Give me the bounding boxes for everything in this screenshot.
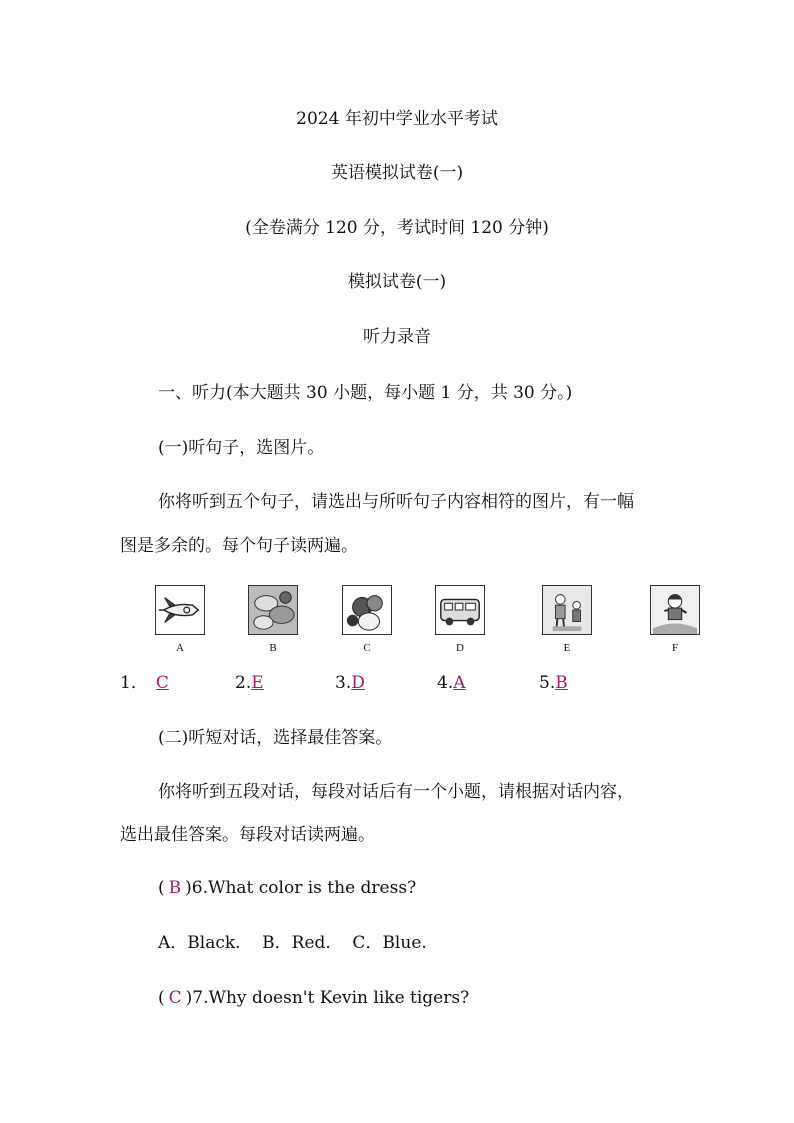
exam-note: (全卷满分 120 分，考试时间 120 分钟) xyxy=(245,218,549,238)
picture-label-e: E xyxy=(563,642,571,654)
exam-subtitle: 英语模拟试卷(一) xyxy=(330,163,464,183)
sub1-instruction-cont: 图是多余的。每个句子读两遍。 xyxy=(120,536,358,556)
answer-value: B xyxy=(555,673,568,693)
question-answer: B xyxy=(168,878,182,898)
picture-a xyxy=(155,585,205,635)
picture-b xyxy=(248,585,298,635)
answer-4 xyxy=(437,672,466,694)
answer-value: C xyxy=(155,673,169,693)
answer-number: 3. xyxy=(335,673,352,693)
vegetables-icon xyxy=(343,586,391,634)
picture-label-c: C xyxy=(363,642,371,654)
sub1-title: (一)听句子，选图片。 xyxy=(158,438,325,458)
rocket-icon xyxy=(156,586,204,634)
picture-c xyxy=(342,585,392,635)
question-text: )7.Why doesn't Kevin like tigers? xyxy=(185,988,470,1008)
picture-d xyxy=(435,585,485,635)
question-answer: C xyxy=(168,988,182,1008)
answer-5 xyxy=(539,672,568,694)
question-text: )6.What color is the dress? xyxy=(185,878,417,898)
picture-label-f: F xyxy=(671,642,679,654)
answer-number: 2. xyxy=(235,673,252,693)
question-open-paren: ( xyxy=(158,988,165,1008)
sub2-title: (二)听短对话，选择最佳答案。 xyxy=(158,728,393,748)
picture-e xyxy=(542,585,592,635)
part1-heading: 一、听力(本大题共 30 小题，每小题 1 分，共 30 分。) xyxy=(158,383,573,403)
answer-1 xyxy=(120,672,169,694)
answer-value: A xyxy=(453,673,466,693)
bus-icon xyxy=(436,586,484,634)
question-6 xyxy=(158,877,416,899)
food-icon xyxy=(249,586,297,634)
sub1-instruction: 你将听到五个句子，请选出与所听句子内容相符的图片，有一幅 xyxy=(158,492,634,512)
answer-number: 1． xyxy=(120,673,148,693)
answer-value: D xyxy=(351,673,365,693)
picture-f xyxy=(650,585,700,635)
question-7 xyxy=(158,987,469,1009)
kids-icon xyxy=(543,586,591,634)
sub2-instruction: 你将听到五段对话，每段对话后有一个小题，请根据对话内容， xyxy=(158,782,634,802)
paper-title: 模拟试卷(一) xyxy=(347,272,447,292)
picture-label-d: D xyxy=(456,642,464,654)
answer-3 xyxy=(335,672,365,694)
exam-title: 2024 年初中学业水平考试 xyxy=(296,109,498,129)
answer-number: 5. xyxy=(539,673,556,693)
section-title: 听力录音 xyxy=(363,327,431,347)
answer-number: 4. xyxy=(437,673,454,693)
answer-value: E xyxy=(251,673,264,693)
question-6-options: A．Black. B．Red. C．Blue. xyxy=(158,933,427,953)
question-open-paren: ( xyxy=(158,878,165,898)
picture-label-a: A xyxy=(176,642,184,654)
sub2-instruction-cont: 选出最佳答案。每段对话读两遍。 xyxy=(120,825,375,845)
answer-2 xyxy=(235,672,264,694)
picture-label-b: B xyxy=(269,642,277,654)
girl-icon xyxy=(651,586,699,634)
